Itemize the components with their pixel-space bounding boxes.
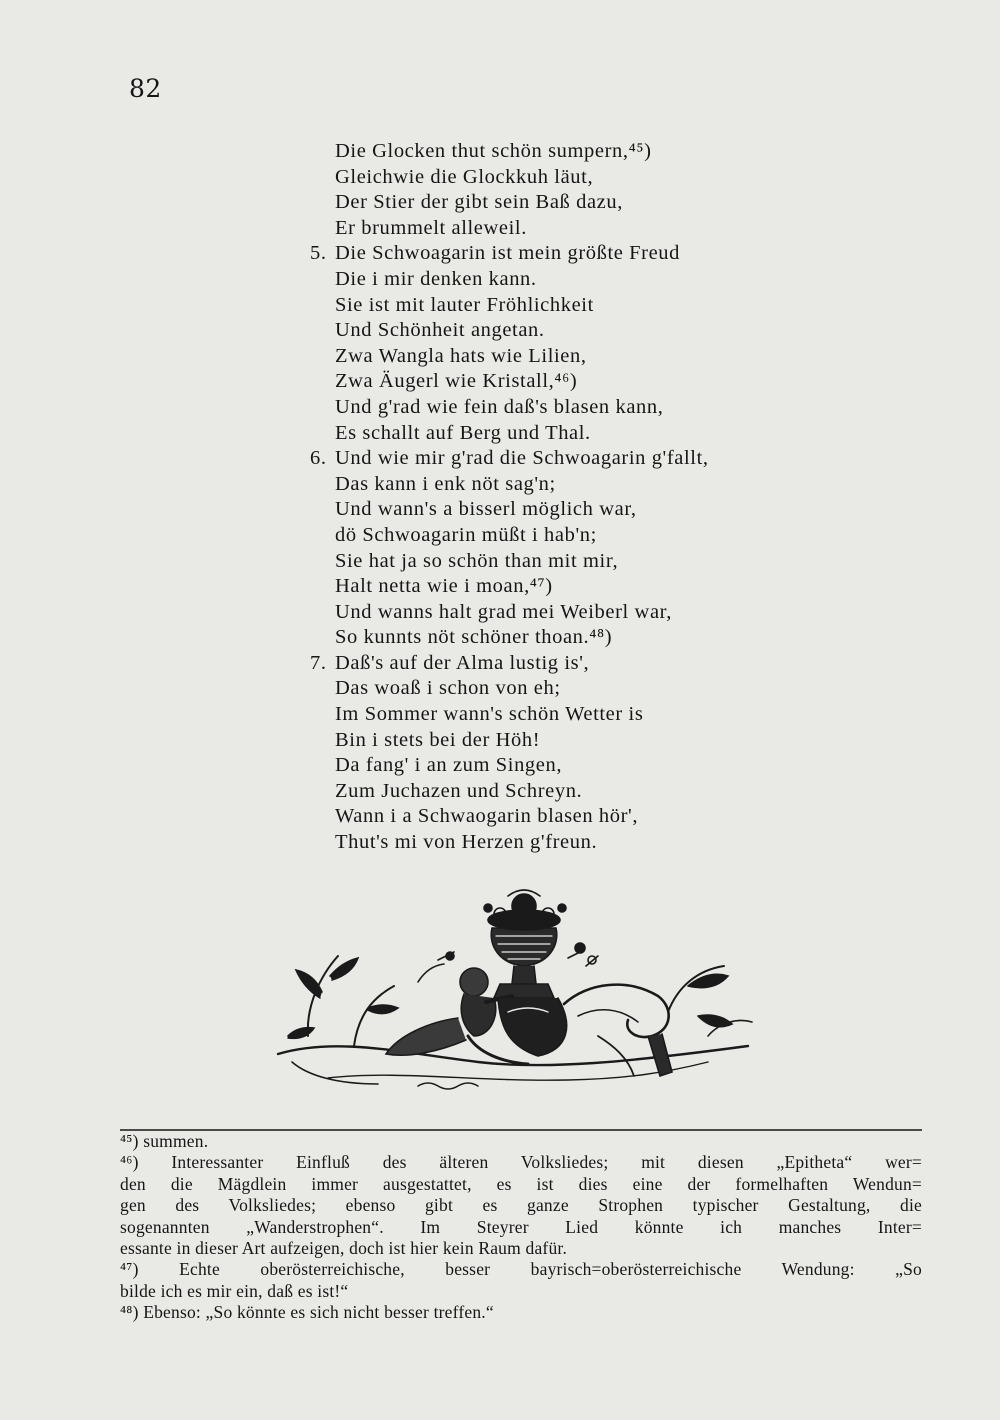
poem-line-text: Die Schwoagarin ist mein größte Freud bbox=[335, 242, 681, 265]
poem-line bbox=[300, 728, 820, 754]
poem-line-text: Der Stier der gibt sein Baß dazu, bbox=[335, 191, 623, 214]
poem-line-text: Thut's mi von Herzen g'freun. bbox=[335, 831, 598, 854]
poem-line bbox=[300, 779, 820, 805]
footnote-line: den die Mägdlein immer ausgestattet, es ist dies eine der formelhaften Wendun= bbox=[120, 1173, 922, 1194]
footnote-line: bilde ich es mir ein, daß es ist!“ bbox=[120, 1280, 349, 1301]
poem-line-text: Im Sommer wann's schön Wetter is bbox=[335, 703, 644, 726]
poem-line-text: Er brummelt alleweil. bbox=[335, 216, 527, 239]
vignette-ornament bbox=[268, 886, 756, 1094]
poem-line-text: Halt netta wie i moan,⁴⁷) bbox=[335, 575, 553, 598]
poem-line bbox=[300, 369, 820, 395]
poem-line-text: Zwa Wangla hats wie Lilien, bbox=[335, 344, 587, 367]
poem-line bbox=[300, 446, 820, 472]
poem-line bbox=[300, 139, 820, 165]
poem-line-text: Die Glocken thut schön sumpern,⁴⁵) bbox=[335, 140, 652, 162]
poem-line bbox=[300, 395, 820, 421]
poem-line bbox=[300, 549, 820, 575]
poem-line-text: Wann i a Schwaogarin blasen hör', bbox=[335, 805, 639, 828]
poem-line bbox=[300, 165, 820, 191]
poem-line bbox=[300, 344, 820, 370]
poem-line bbox=[300, 421, 820, 447]
poem-line bbox=[300, 676, 820, 702]
poem-line-text: Und Schönheit angetan. bbox=[335, 319, 545, 342]
footnote-line: sogenannten „Wanderstrophen“. Im Steyrer Lied könnte ich manches Inter= bbox=[120, 1216, 922, 1237]
poem-line bbox=[300, 241, 820, 267]
poem-line bbox=[300, 574, 820, 600]
footnote-line: ⁴⁸) Ebenso: „So könnte es sich nicht besser treffen.“ bbox=[120, 1302, 494, 1323]
footnote-line: ⁴⁵) summen. bbox=[120, 1131, 209, 1151]
poem-line-text: Und wanns halt grad mei Weiberl war, bbox=[335, 600, 672, 623]
page-number: 82 bbox=[129, 74, 162, 103]
poem-line-text: So kunnts nöt schöner thoan.⁴⁸) bbox=[335, 626, 613, 649]
poem-line-text: Das kann i enk nöt sag'n; bbox=[335, 472, 556, 495]
poem-line bbox=[300, 753, 820, 779]
poem-line bbox=[300, 523, 820, 549]
poem-line-text: Bin i stets bei der Höh! bbox=[335, 728, 541, 751]
poem-line-text: Sie hat ja so schön than mit mir, bbox=[335, 549, 619, 572]
vignette-illustration bbox=[268, 886, 756, 1094]
poem-line bbox=[300, 830, 820, 856]
poem-line-text: Zum Juchazen und Schreyn. bbox=[335, 779, 583, 802]
poem-line bbox=[300, 651, 820, 677]
poem-line bbox=[300, 190, 820, 216]
footnote-line: ⁴⁶) Interessanter Einfluß des älteren Volksliedes; mit diesen „Epitheta“ wer= bbox=[120, 1152, 922, 1173]
poem-line bbox=[300, 472, 820, 498]
poem-line-text: Gleichwie die Glockkuh läut, bbox=[335, 165, 594, 188]
poem-line-text: Und wie mir g'rad die Schwoagarin g'fallt, bbox=[335, 447, 709, 470]
poem-line bbox=[300, 318, 820, 344]
poem-line bbox=[300, 497, 820, 523]
footnotes bbox=[120, 1131, 922, 1324]
footnote-line: gen des Volksliedes; ebenso gibt es ganze Strophen typischer Gestaltung, die bbox=[120, 1195, 922, 1216]
stanza-number: 7. bbox=[310, 651, 327, 674]
poem-line bbox=[300, 625, 820, 651]
poem-line-text: Das woaß i schon von eh; bbox=[335, 677, 561, 700]
poem-line bbox=[300, 804, 820, 830]
poem-line-text: Und g'rad wie fein daß's blasen kann, bbox=[335, 395, 664, 418]
poem-line-text: Zwa Äugerl wie Kristall,⁴⁶) bbox=[335, 370, 578, 393]
poem-line-text: Da fang' i an zum Singen, bbox=[335, 754, 563, 777]
poem-line bbox=[300, 702, 820, 728]
stanza-number: 6. bbox=[310, 447, 327, 470]
poem-line-text: Und wann's a bisserl möglich war, bbox=[335, 498, 637, 521]
stanza-number: 5. bbox=[310, 242, 327, 265]
poem-line bbox=[300, 267, 820, 293]
poem-line-text: dö Schwoagarin müßt i hab'n; bbox=[335, 523, 597, 546]
footnote-line: essante in dieser Art aufzeigen, doch ist hier kein Raum dafür. bbox=[120, 1237, 568, 1258]
poem-line-text: Die i mir denken kann. bbox=[335, 267, 537, 290]
poem-line-text: Sie ist mit lauter Fröhlichkeit bbox=[335, 293, 594, 316]
poem-line bbox=[300, 600, 820, 626]
footnote-line: ⁴⁷) Echte oberösterreichische, besser bayrisch=oberösterreichische Wendung: „So bbox=[120, 1259, 922, 1280]
poem-line bbox=[300, 293, 820, 319]
poem-line bbox=[300, 216, 820, 242]
poem-line-text: Es schallt auf Berg und Thal. bbox=[335, 421, 591, 444]
poem bbox=[300, 139, 820, 856]
poem-line-text: Daß's auf der Alma lustig is', bbox=[335, 651, 590, 674]
